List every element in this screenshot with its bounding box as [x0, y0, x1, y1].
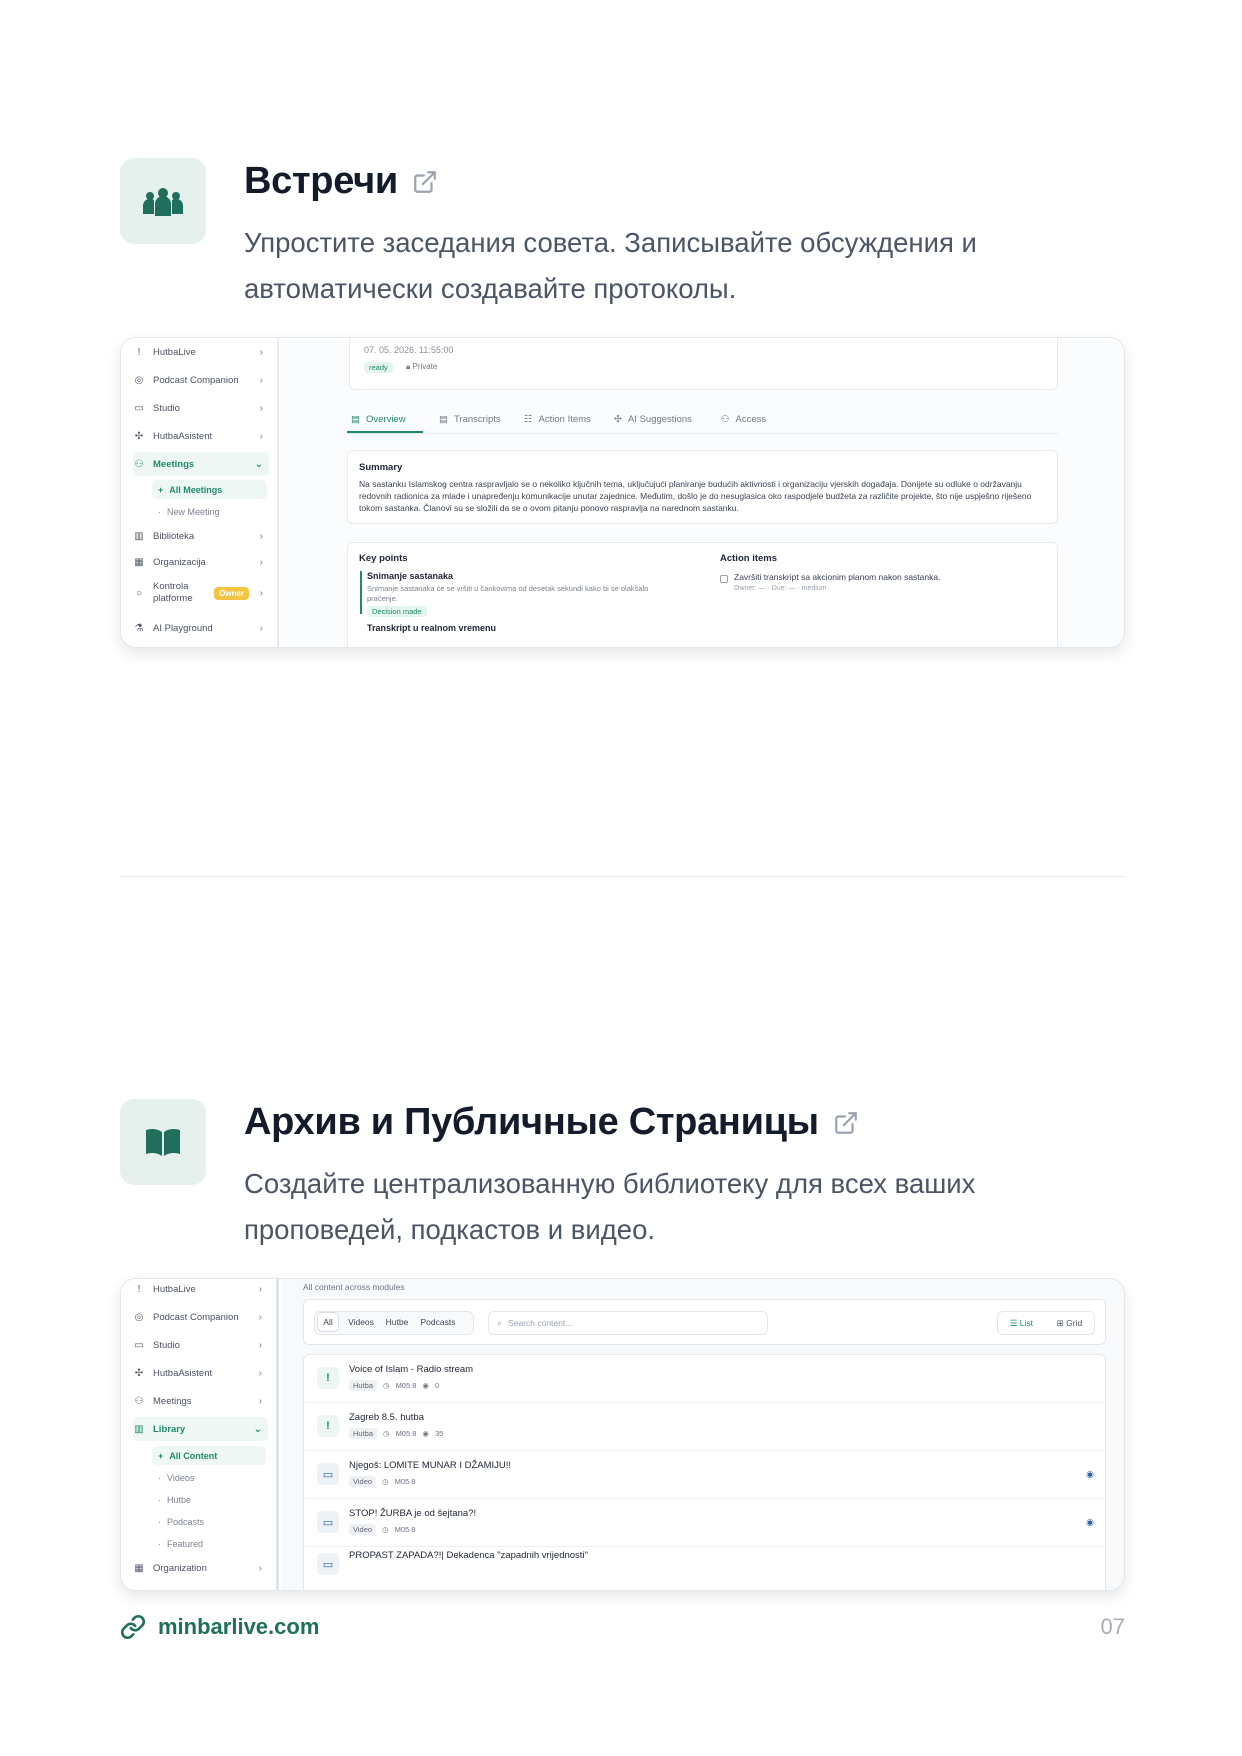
filter-hutbe[interactable]: Hutbe	[385, 1317, 409, 1327]
sidebar-item-meetings[interactable]	[133, 1391, 268, 1411]
tabs-divider	[347, 433, 1058, 434]
clock-icon: ◷	[383, 1429, 390, 1438]
action-item-checkbox[interactable]	[720, 575, 728, 583]
users-icon: ⚇	[134, 458, 144, 470]
sidebar-sub-label: All Content	[169, 1450, 218, 1461]
dot-icon: ·	[158, 1494, 161, 1505]
content-meta	[349, 1428, 443, 1439]
summary-text: Na sastanku Islamskog centra raspravljalo se o nekoliko ključnih tema, uključujući planiranje budućih aktivnosti i organizaciju vjerskih događaja. Donijete su odluke o održavanju redovnih radionica za mlade i unapređenju komunikacije unutar zajednice. Međutim, došlo je do nesuglasica oko raspodjele budžeta za različite projekte, što nije uspješno riješeno tokom sastanka. Članovi su se složili da se o ovom pitanju ponovo raspravlja na narednom sastanku.	[359, 479, 1032, 513]
tab-label: Action Items	[538, 414, 591, 425]
sidebar-item-label: Studio	[153, 1339, 180, 1351]
chevron-right-icon: ›	[259, 374, 263, 386]
eye-icon: ◉	[422, 1429, 429, 1438]
footer-link-text: minbarlive.com	[158, 1614, 320, 1639]
library-icon: ▥	[134, 530, 144, 542]
chevron-right-icon: ›	[258, 1562, 262, 1574]
section-divider	[120, 876, 1125, 877]
content-title: Voice of Islam - Radio stream	[349, 1364, 474, 1375]
sidebar-sub-label: Hutbe	[167, 1494, 192, 1505]
sidebar-sub-new-meeting[interactable]	[152, 502, 267, 521]
dot-icon: ·	[158, 1516, 161, 1527]
sidebar-item-studio[interactable]	[133, 398, 269, 418]
podcast-icon: ◎	[134, 374, 144, 386]
decision-tag: Decision made	[367, 606, 427, 617]
building-icon: ▦	[134, 556, 144, 568]
sidebar-item-organization[interactable]	[133, 1558, 268, 1578]
visibility-label	[406, 362, 437, 372]
key-point-accent	[360, 571, 362, 614]
tab-access[interactable]	[721, 414, 766, 425]
chevron-right-icon: ›	[259, 430, 263, 442]
tab-overview[interactable]	[351, 414, 406, 425]
users-icon: ⚇	[721, 414, 730, 425]
video-icon: ▭	[317, 1463, 339, 1485]
sidebar-item-meetings[interactable]	[133, 452, 269, 476]
sidebar-sub-hutbe[interactable]	[152, 1490, 266, 1509]
chevron-right-icon: ›	[259, 530, 263, 542]
clock-icon: ◷	[383, 1381, 390, 1390]
visibility-text: Private	[412, 362, 438, 371]
grid-icon: ⊞	[1056, 1317, 1067, 1328]
clock-icon: ◷	[382, 1525, 389, 1534]
document-icon: ▤	[351, 414, 360, 425]
sidebar-item-label: Library	[153, 1423, 186, 1435]
content-title: Zagreb 8.5. hutba	[349, 1412, 424, 1423]
section-description: Упростите заседания совета. Записывайте обсуждения и автоматически создавайте протоколы.	[244, 227, 977, 304]
sidebar-item-label: Meetings	[153, 1395, 192, 1407]
users-icon: ⚇	[134, 1395, 144, 1407]
archive-tile	[120, 1099, 206, 1185]
sidebar-sub-label: New Meeting	[167, 506, 220, 517]
section-title[interactable]	[244, 160, 438, 203]
open-book-icon	[144, 1127, 182, 1157]
content-date: M05 8	[395, 1381, 417, 1390]
content-type-tag: Hutba	[349, 1428, 377, 1439]
flask-icon: ⚗	[134, 622, 144, 634]
action-items-heading: Action items	[720, 553, 778, 564]
meeting-header-card	[349, 337, 1058, 390]
sidebar-item-library[interactable]	[133, 1417, 268, 1441]
sidebar-item-label: HutbaLive	[153, 1283, 196, 1295]
filter-all[interactable]: All	[317, 1312, 339, 1332]
key-point-title: Transkript u realnom vremenu	[367, 623, 497, 633]
clock-icon: ◷	[382, 1477, 389, 1486]
library-subtitle: All content across modules	[303, 1282, 405, 1292]
sidebar-item-label: Organizacija	[153, 556, 206, 568]
sidebar-sub-label: All Meetings	[169, 484, 223, 495]
mic-icon: ǃ	[317, 1367, 339, 1389]
sidebar-item-label: Podcast Companion	[153, 374, 239, 386]
content-date: M05 8	[394, 1525, 416, 1534]
view-list-label: List	[1019, 1317, 1034, 1328]
tab-transcripts[interactable]	[439, 414, 501, 425]
content-views: 0	[434, 1381, 440, 1390]
content-meta	[349, 1476, 415, 1487]
search-placeholder: Search content...	[508, 1318, 573, 1328]
view-toggle	[997, 1311, 1095, 1335]
shield-icon: ○	[135, 587, 143, 599]
meeting-detail	[281, 338, 1124, 647]
meeting-datetime: 07. 05. 2026. 11:55:00	[364, 345, 454, 355]
sidebar-sub-all-meetings[interactable]	[152, 480, 267, 499]
sparkle-icon: ✣	[134, 430, 144, 442]
content-date: M05 8	[394, 1477, 416, 1486]
meetings-screenshot	[120, 337, 1125, 648]
filter-videos[interactable]: Videos	[348, 1317, 374, 1327]
action-item-meta: Owner: — · Due: — · medium	[734, 585, 827, 592]
chevron-right-icon: ›	[258, 1367, 262, 1379]
content-meta	[349, 1524, 415, 1535]
plus-icon: +	[158, 1450, 164, 1461]
library-screenshot	[120, 1278, 1125, 1591]
sidebar-item-label: HutbaAsistent	[153, 430, 213, 442]
content-views: 35	[434, 1429, 444, 1438]
key-point-title: Snimanje sastanaka	[367, 571, 454, 581]
summary-card	[347, 450, 1058, 524]
lock-icon: 🔒︎	[406, 362, 413, 371]
sidebar-item-ai-playground[interactable]	[133, 618, 269, 638]
content-row[interactable]	[305, 1499, 1104, 1547]
sidebar-item-podcast[interactable]	[133, 370, 269, 390]
sidebar-sub-all-content[interactable]	[152, 1446, 266, 1465]
chevron-right-icon: ›	[258, 1339, 262, 1351]
content-list	[303, 1354, 1106, 1591]
eye-icon[interactable]: ◉	[1086, 1469, 1094, 1479]
footer-website-link[interactable]	[120, 1614, 319, 1640]
sidebar-item-biblioteka[interactable]	[133, 526, 269, 546]
content-type-tag: Video	[349, 1524, 376, 1535]
app-sidebar	[121, 338, 279, 647]
dot-icon: ·	[158, 1538, 161, 1549]
sidebar-item-label: Organization	[153, 1562, 207, 1574]
mic-icon: ǃ	[317, 1415, 339, 1437]
chevron-right-icon: ›	[259, 556, 263, 568]
action-item-text: Završiti transkript sa akcionim planom nakon sastanka.	[734, 572, 941, 582]
sidebar-item-hutbalive[interactable]	[133, 1279, 268, 1299]
chevron-right-icon: ›	[258, 1395, 262, 1407]
eye-icon: ◉	[422, 1381, 429, 1390]
view-list-button[interactable]	[1010, 1318, 1033, 1329]
content-meta	[349, 1380, 439, 1391]
sidebar-item-label: HutbaLive	[153, 346, 196, 358]
document-icon: ▤	[439, 414, 448, 425]
sidebar-sub-label: Podcasts	[167, 1516, 205, 1527]
chevron-right-icon: ›	[259, 402, 263, 414]
content-title: STOP! ŽURBA je od šejtana?!	[349, 1508, 477, 1519]
plus-icon: +	[158, 484, 164, 495]
tab-label: Access	[735, 414, 767, 425]
chevron-down-icon: ⌄	[254, 458, 263, 470]
chevron-right-icon: ›	[258, 1311, 262, 1323]
tab-label: Overview	[365, 414, 406, 425]
key-points-heading: Key points	[359, 553, 408, 564]
building-icon: ▦	[134, 1562, 144, 1574]
tab-label: Transcripts	[453, 414, 501, 425]
sparkle-icon: ✣	[134, 1367, 144, 1379]
meetings-tile	[120, 158, 206, 244]
sidebar-item-label: Podcast Companion	[153, 1311, 239, 1323]
sidebar-item-podcast[interactable]	[133, 1307, 268, 1327]
sidebar-item-label: AI Playground	[153, 622, 213, 634]
sidebar-sub-label: Featured	[167, 1538, 204, 1549]
sidebar-item-hutbaasistent[interactable]	[133, 426, 269, 446]
search-icon: ⌕	[497, 1317, 503, 1328]
people-group-icon	[143, 186, 183, 216]
library-content	[281, 1279, 1124, 1590]
external-link-icon[interactable]	[412, 169, 438, 195]
content-row[interactable]	[305, 1451, 1104, 1499]
content-type-tag: Video	[349, 1476, 376, 1487]
content-title: Njegoš: LOMITE MUNAR I DŽAMIJU!!	[349, 1460, 512, 1471]
library-icon: ▥	[134, 1423, 144, 1435]
key-points-card	[347, 542, 1058, 648]
view-grid-label: Grid	[1066, 1317, 1083, 1328]
view-grid-button[interactable]	[1057, 1318, 1083, 1329]
page-number: 07	[1100, 1614, 1125, 1639]
section-title-text: Архив и Публичные Страницы	[244, 1101, 819, 1143]
content-type-tag: Hutba	[349, 1380, 377, 1391]
sidebar-item-organizacija[interactable]	[133, 552, 269, 572]
sidebar-item-label: Kontrola platforme	[153, 581, 193, 604]
list-icon: ☷	[524, 414, 533, 425]
sidebar-item-studio[interactable]	[133, 1335, 268, 1355]
content-row[interactable]	[305, 1547, 1104, 1591]
external-link-icon[interactable]	[833, 1110, 859, 1136]
camera-icon: ▭	[134, 1339, 144, 1351]
tab-ai-suggestions[interactable]	[614, 414, 692, 425]
section-title-text: Встречи	[244, 160, 398, 202]
camera-icon: ▭	[134, 402, 144, 414]
filter-podcasts[interactable]: Podcasts	[420, 1317, 456, 1327]
video-icon: ▭	[317, 1511, 339, 1533]
content-date: M05 8	[395, 1429, 417, 1438]
sidebar-item-label: Studio	[153, 402, 180, 414]
filter-bar	[303, 1299, 1106, 1345]
mic-icon: ǃ	[137, 346, 141, 358]
list-icon: ☰	[1009, 1317, 1020, 1328]
sidebar-item-kontrola[interactable]	[133, 578, 269, 608]
mic-icon: ǃ	[137, 1283, 141, 1295]
chevron-down-icon: ⌄	[253, 1423, 262, 1435]
key-point-text: Snimanje sastanaka će se vršiti u čankovima od desetak sekundi kako bi se olakšalo praćenje.	[367, 584, 649, 603]
chevron-right-icon: ›	[259, 622, 263, 634]
tab-label: AI Suggestions	[627, 414, 692, 425]
sidebar-item-label: Meetings	[153, 458, 195, 470]
app-sidebar	[121, 1279, 279, 1590]
tab-action-items[interactable]	[524, 414, 591, 425]
sidebar-item-hutbalive[interactable]	[133, 342, 269, 362]
status-badge: ready	[364, 362, 393, 373]
sidebar-item-label: Biblioteka	[153, 530, 195, 542]
owner-badge: Owner	[214, 587, 249, 600]
sidebar-item-hutbaasistent[interactable]	[133, 1363, 268, 1383]
dot-icon: ·	[158, 1472, 161, 1483]
sidebar-item-label: HutbaAsistent	[153, 1367, 213, 1379]
chevron-right-icon: ›	[259, 346, 263, 358]
sparkle-icon: ✣	[614, 414, 622, 425]
content-row[interactable]	[305, 1403, 1104, 1451]
sidebar-sub-featured[interactable]	[152, 1534, 266, 1553]
podcast-icon: ◎	[134, 1311, 144, 1323]
chevron-right-icon: ›	[259, 587, 263, 599]
video-icon: ▭	[317, 1553, 339, 1575]
chevron-right-icon: ›	[258, 1283, 262, 1295]
link-icon	[120, 1614, 146, 1640]
summary-heading: Summary	[359, 462, 403, 473]
dot-icon: ·	[158, 506, 161, 517]
section-description: Создайте централизованную библиотеку для всех ваших проповедей, подкастов и видео.	[244, 1168, 976, 1245]
search-input[interactable]	[488, 1311, 768, 1335]
section-title[interactable]	[244, 1101, 859, 1144]
sidebar-sub-label: Videos	[167, 1472, 195, 1483]
content-title: PROPAST ZAPADA?!| Dekadenca "zapadnih vrijednosti"	[349, 1550, 588, 1561]
content-row[interactable]	[305, 1355, 1104, 1403]
sidebar-sub-videos[interactable]	[152, 1468, 266, 1487]
sidebar-sub-podcasts[interactable]	[152, 1512, 266, 1531]
eye-icon[interactable]: ◉	[1086, 1517, 1094, 1527]
